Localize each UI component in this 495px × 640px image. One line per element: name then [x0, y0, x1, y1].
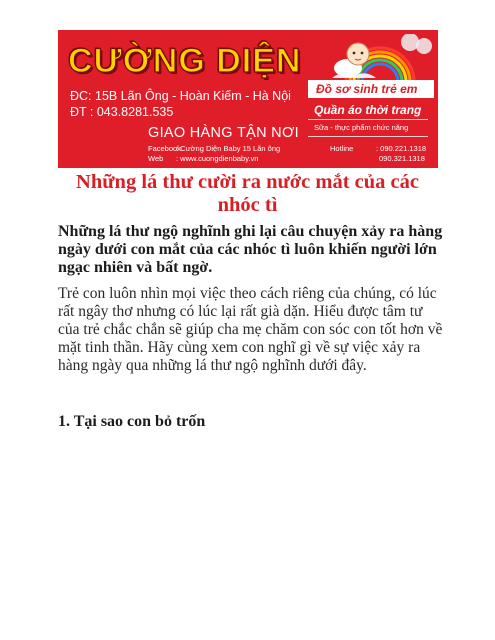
section-heading: 1. Tại sao con bỏ trốn — [58, 413, 206, 430]
hotline-block — [330, 144, 427, 164]
tagline-newborn: Đồ sơ sinh trẻ em — [308, 80, 434, 98]
hotline-label: Hotline — [330, 144, 354, 153]
tagline-milk: Sữa - thực phẩm chức năng — [314, 123, 409, 132]
web-value: : www.cuongdienbaby.vn — [176, 154, 259, 163]
social-links — [148, 144, 280, 164]
banner-divider — [308, 119, 428, 120]
hotline-number-2: 090.321.1318 — [379, 154, 425, 163]
store-phone: ĐT : 043.8281.535 — [70, 105, 174, 119]
banner-divider — [308, 136, 428, 137]
web-label: Web — [148, 154, 164, 163]
article-lead: Những lá thư ngộ nghĩnh ghi lại câu chuyện xảy ra hàng ngày dưới con mắt của các nhóc tì luôn khiến người lớn ngạc nhiên và bất ngờ. — [58, 223, 443, 276]
article-body: Trẻ con luôn nhìn mọi việc theo cách riêng của chúng, có lúc rất ngây thơ nhưng có lúc lại rất già dặn. Hiểu được tâm tư của trẻ chắc chắn sẽ giúp cha mẹ chăm con sóc con tốt hơn về mặt tinh thần. Hãy cùng xem con nghĩ gì về sự việc xảy ra hàng ngày qua những lá thư ngộ nghĩnh dưới đây. — [58, 285, 443, 374]
store-address: ĐC: 15B Lãn Ông - Hoàn Kiếm - Hà Nội — [70, 89, 291, 103]
article-title: Những lá thư cười ra nước mắt của các nhóc tì — [76, 171, 419, 216]
facebook-label: Facebook — [148, 144, 181, 153]
store-banner — [58, 30, 438, 168]
tagline-fashion: Quần áo thời trang — [314, 103, 422, 117]
hotline-number-1: : 090.221.1318 — [376, 144, 427, 153]
store-contact — [70, 88, 291, 120]
facebook-value: : Cường Diện Baby 15 Lãn ông — [176, 144, 281, 153]
delivery-slogan: GIAO HÀNG TẬN NƠI — [148, 125, 300, 141]
brand-name: CƯỜNG DIỆN — [68, 42, 302, 80]
